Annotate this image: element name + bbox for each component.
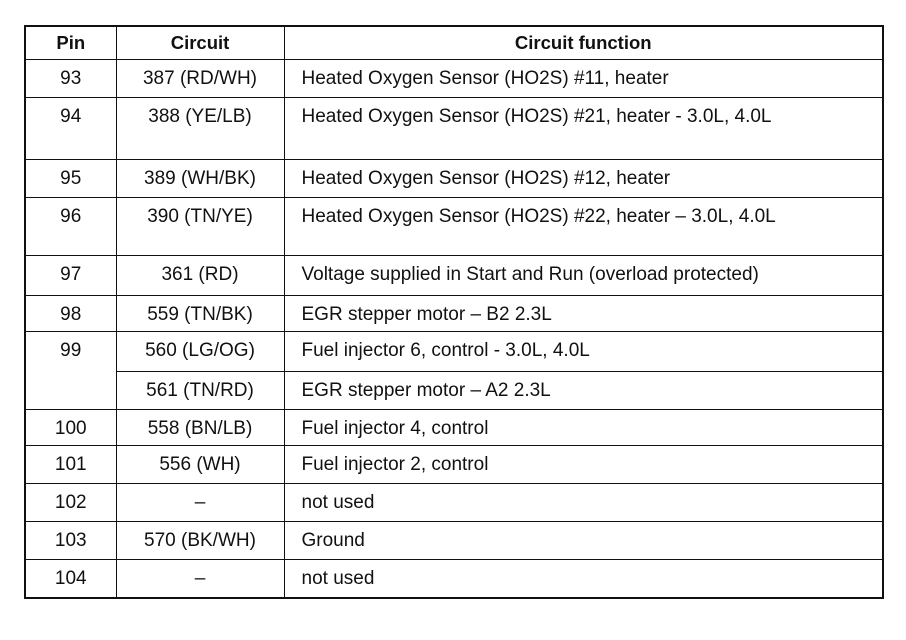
- circuit-cell: 560 (LG/OG): [116, 332, 284, 372]
- table-row: [25, 560, 883, 599]
- function-cell: Fuel injector 2, control: [284, 446, 883, 484]
- pin-cell: 94: [25, 98, 116, 160]
- function-cell: not used: [284, 560, 883, 599]
- pin-cell: 96: [25, 198, 116, 256]
- function-cell: EGR stepper motor – A2 2.3L: [284, 372, 883, 410]
- function-cell: Fuel injector 4, control: [284, 410, 883, 446]
- function-cell: Heated Oxygen Sensor (HO2S) #21, heater - 3.0L, 4.0L: [284, 98, 883, 160]
- function-cell: Heated Oxygen Sensor (HO2S) #22, heater – 3.0L, 4.0L: [284, 198, 883, 256]
- circuit-cell: 556 (WH): [116, 446, 284, 484]
- table-row: [25, 98, 883, 160]
- pin-cell: 97: [25, 256, 116, 296]
- circuit-cell: 559 (TN/BK): [116, 296, 284, 332]
- function-cell: Fuel injector 6, control - 3.0L, 4.0L: [284, 332, 883, 372]
- table-row: [25, 332, 883, 372]
- pin-circuit-table: [24, 25, 884, 599]
- pin-cell: 98: [25, 296, 116, 332]
- circuit-cell: 570 (BK/WH): [116, 522, 284, 560]
- table-row: [25, 446, 883, 484]
- circuit-cell: 387 (RD/WH): [116, 60, 284, 98]
- table-row: [25, 198, 883, 256]
- pin-cell: 102: [25, 484, 116, 522]
- table-row: [25, 372, 883, 410]
- circuit-cell: 361 (RD): [116, 256, 284, 296]
- function-cell: Heated Oxygen Sensor (HO2S) #12, heater: [284, 160, 883, 198]
- circuit-cell: 558 (BN/LB): [116, 410, 284, 446]
- table-row: [25, 410, 883, 446]
- table-row: [25, 256, 883, 296]
- pin-cell: 99: [25, 332, 116, 410]
- function-cell: Heated Oxygen Sensor (HO2S) #11, heater: [284, 60, 883, 98]
- pin-cell: 95: [25, 160, 116, 198]
- header-row: [25, 26, 883, 60]
- function-cell: not used: [284, 484, 883, 522]
- table-row: [25, 522, 883, 560]
- table-row: [25, 160, 883, 198]
- table-row: [25, 484, 883, 522]
- circuit-cell: 388 (YE/LB): [116, 98, 284, 160]
- circuit-cell: –: [116, 484, 284, 522]
- function-cell: EGR stepper motor – B2 2.3L: [284, 296, 883, 332]
- circuit-cell: 389 (WH/BK): [116, 160, 284, 198]
- circuit-cell: 390 (TN/YE): [116, 198, 284, 256]
- circuit-cell: 561 (TN/RD): [116, 372, 284, 410]
- pin-cell: 100: [25, 410, 116, 446]
- pin-cell: 101: [25, 446, 116, 484]
- pin-cell: 104: [25, 560, 116, 599]
- circuit-cell: –: [116, 560, 284, 599]
- table-row: [25, 60, 883, 98]
- pin-cell: 103: [25, 522, 116, 560]
- function-cell: Voltage supplied in Start and Run (overload protected): [284, 256, 883, 296]
- header-circuit: Circuit: [116, 26, 284, 60]
- header-circuit-function: Circuit function: [284, 26, 883, 60]
- pin-cell: 93: [25, 60, 116, 98]
- table-row: [25, 296, 883, 332]
- header-pin: Pin: [25, 26, 116, 60]
- function-cell: Ground: [284, 522, 883, 560]
